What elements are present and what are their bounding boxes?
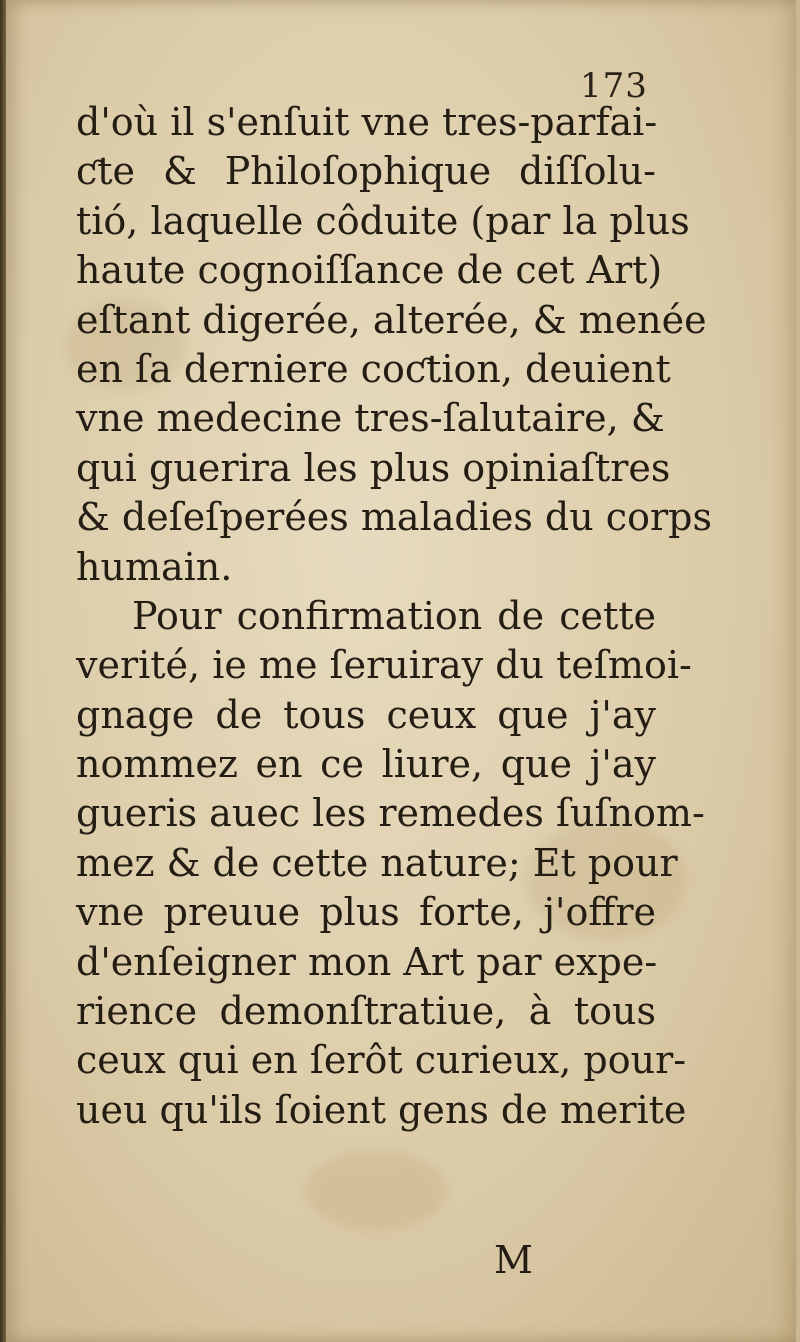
page-number: 173 (580, 66, 648, 106)
text-line: eſtant digerée, alterée, & menée (76, 297, 707, 342)
text-line: ueu qu'ils ſoient gens de merite (76, 1087, 687, 1132)
text-line: & deſeſperées maladies du corps (76, 495, 712, 540)
text-line: nommez en ce liure, que j'ay (76, 742, 656, 787)
text-line: d'enſeigner mon Art par expe- (76, 939, 658, 984)
paragraph-start-line: Pour confirmation de cette (132, 593, 656, 638)
text-line: vne medecine tres-ſalutaire, & (76, 396, 665, 441)
paper-stain (306, 1150, 446, 1230)
text-line: rience demonſtratiue, à tous (76, 989, 656, 1034)
text-line: ƈte & Philoſophique diſſolu- (76, 149, 656, 194)
text-line: d'où il s'enſuit vne tres-parfai- (76, 100, 658, 144)
text-line: verité, ie me ſeruiray du teſmoi- (76, 643, 692, 688)
body-text (76, 98, 712, 1135)
text-line: mez & de cette nature; Et pour (76, 840, 678, 885)
text-line: gnage de tous ceux que j'ay (76, 692, 656, 737)
signature-mark: M (494, 1238, 533, 1282)
text-line: qui guerira les plus opiniaſtres (76, 445, 671, 490)
text-line: gueris auec les remedes ſuſnom- (76, 791, 705, 836)
text-line: ceux qui en ſerôt curieux, pour- (76, 1038, 687, 1083)
text-line: en ſa derniere coƈtion, deuient (76, 346, 671, 391)
text-line: tió, laquelle côduite (par la plus (76, 198, 690, 243)
text-line: humain. (76, 544, 233, 589)
text-line: haute cognoiſſance de cet Art) (76, 248, 663, 293)
text-line: vne preuue plus forte, j'offre (76, 890, 656, 935)
